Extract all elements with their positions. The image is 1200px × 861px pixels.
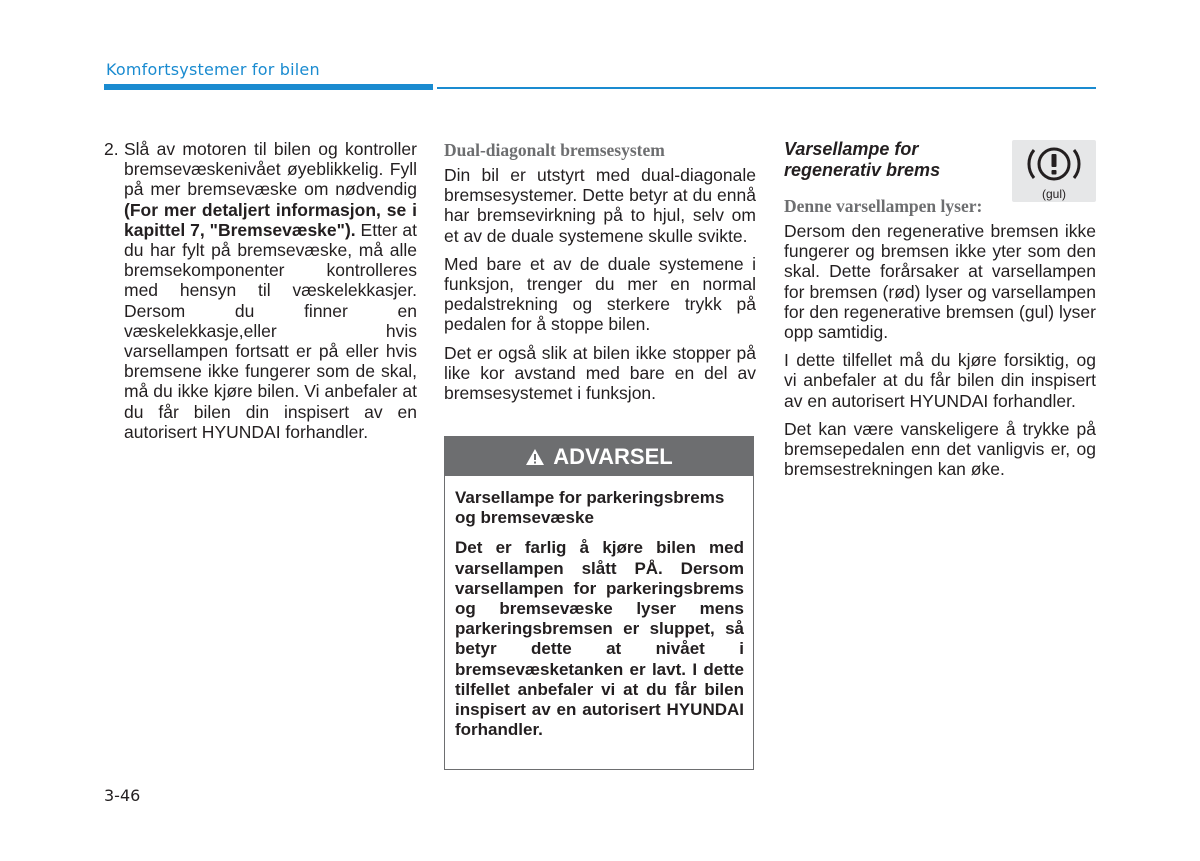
warning-title: Varsellampe for parkeringsbrems og bremsevæske [455, 488, 725, 528]
item-bold-reference: (For mer detaljert informasjon, se i kapittel 7, "Bremsevæske"). [124, 199, 417, 240]
paragraph: Med bare et av de duale systemene i funksjon, trenger du mer en normal pedalstrekning og sterkere trykk på pedalen for å stoppe bilen. [444, 253, 756, 335]
warning-text: Det er farlig å kjøre bilen med varsellampen slått PÅ. Dersom varsellampen for parkeringsbrems og bremsevæske lyser mens parkeringsbremsen er sluppet, så betyr dette at nivået i bremsevæsketanken er lavt. I dette tilfellet anbefaler vi at du får bilen inspisert av en autorisert HYUNDAI forhandler. [455, 538, 744, 740]
lamp-on-subheading: Denne varsellampen lyser: [784, 196, 983, 216]
regenerative-brake-lamp [1012, 140, 1096, 202]
paragraph: Dersom den regenerative bremsen ikke fungerer og bremsen ikke yter som den skal. Dette forårsaker at varsellampen for bremsen (rød) lyser og varsellampen for den regenerative bremsen (gul) lyser opp samtidig. [784, 221, 1096, 343]
item-number: 2. [104, 139, 119, 159]
page-number: 3-46 [104, 786, 141, 805]
warning-body [445, 476, 753, 740]
item-text-before: Slå av motoren til bilen og kontroller bremsevæskenivået øyeblikkelig. Fyll på mer bremsevæske om nødvendig [124, 139, 417, 200]
paragraph: I dette tilfellet må du kjøre forsiktig, og vi anbefaler at du får bilen din inspisert av en autorisert HYUNDAI forhandler. [784, 350, 1096, 411]
regenerative-brake-heading: Varsellampe for regenerativ brems [784, 139, 941, 180]
warning-triangle-icon [525, 448, 545, 466]
dual-diagonal-heading: Dual-diagonalt bremsesystem [444, 140, 665, 160]
item-body [124, 139, 417, 442]
header-rule-thick [104, 84, 433, 90]
column-middle [444, 139, 756, 411]
header-rule-thin [437, 87, 1096, 89]
regenerative-brake-warning-icon [1012, 142, 1096, 192]
section-title: Komfortsystemer for bilen [106, 60, 320, 79]
item-text-after: Etter at du har fylt på bremsevæske, må alle bremsekomponenter kontrolleres med hensyn til væskelekkasjer. Dersom du finner en væskelekkasje,eller hvis varsellampen fortsatt er på eller hvis bremsene ikke fungerer som de skal, må du ikke kjøre bilen. Vi anbefaler at du får bilen din inspisert av en autorisert HYUNDAI forhandler. [124, 219, 417, 442]
warning-label: ADVARSEL [553, 443, 673, 469]
paragraph: Din bil er utstyrt med dual-diagonale bremsesystemer. Dette betyr at du ennå har bremsevirkning på to hjul, selv om et av de duale systemene skulle svikte. [444, 165, 756, 246]
paragraph: Det er også slik at bilen ikke stopper på like kor avstand med bare en del av bremsesystemet i funksjon. [444, 342, 756, 404]
warning-header [445, 437, 753, 476]
lamp-caption: (gul) [1041, 187, 1066, 201]
column-left [104, 139, 417, 442]
list-item [104, 139, 417, 442]
paragraph: Det kan være vanskeligere å trykke på bremsepedalen enn det vanligvis er, og bremsestrekningen kan øke. [784, 418, 1096, 480]
warning-box [444, 436, 754, 770]
